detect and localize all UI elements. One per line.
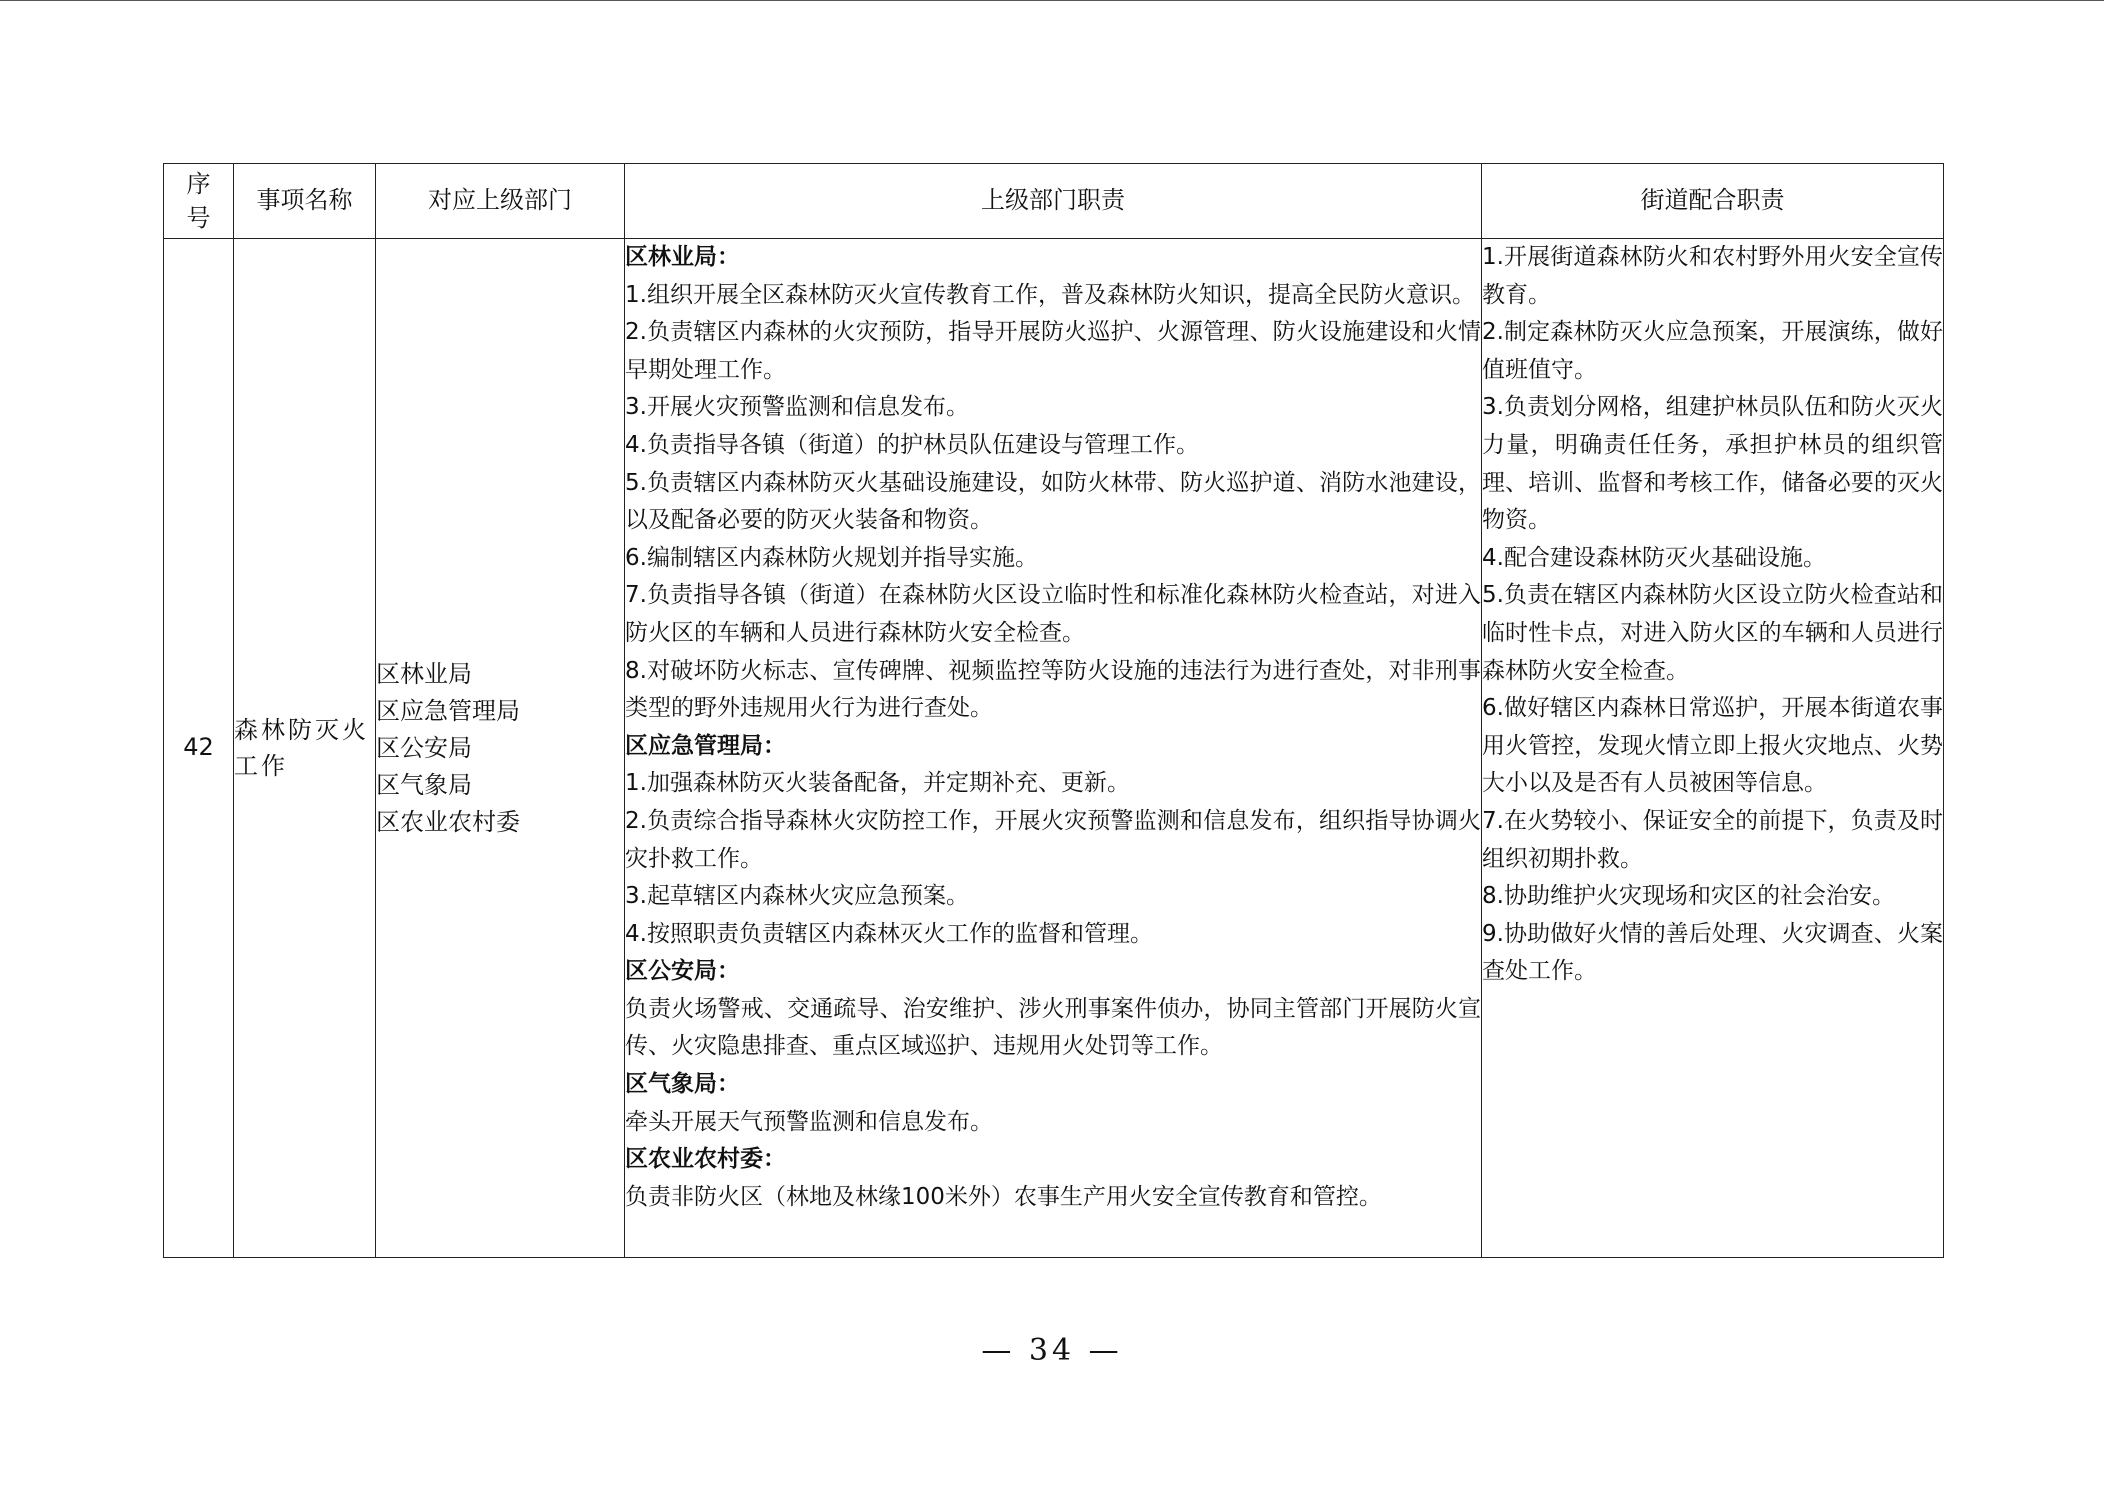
- street-duty-item: 9.协助做好火情的善后处理、火灾调查、火案查处工作。: [1482, 920, 1943, 985]
- department-list: [376, 239, 625, 1258]
- duty-section-heading: 区公安局：: [625, 958, 740, 985]
- street-duty-item: 7.在火势较小、保证安全的前提下，负责及时组织初期扑救。: [1482, 807, 1943, 872]
- header-upper-duties: 上级部门职责: [625, 164, 1482, 239]
- duty-item: 7.负责指导各镇（街道）在森林防火区设立临时性和标准化森林防火检查站，对进入防火区的车辆和人员进行森林防火安全检查。: [625, 582, 1481, 646]
- duty-item: 负责火场警戒、交通疏导、治安维护、涉火刑事案件侦办，协同主管部门开展防火宣传、火灾隐患排查、重点区域巡护、违规用火处罚等工作。: [625, 995, 1481, 1060]
- duty-section-heading: 区应急管理局：: [625, 732, 786, 759]
- duty-item: 4.按照职责负责辖区内森林灭火工作的监督和管理。: [625, 920, 1153, 947]
- department-item: 区农业农村委: [376, 807, 520, 836]
- street-duty-item: 5.负责在辖区内森林防火区设立防火检查站和临时性卡点，对进入防火区的车辆和人员进行森林防火安全检查。: [1482, 582, 1943, 684]
- department-item: 区气象局: [376, 770, 472, 799]
- street-duty-item: 6.做好辖区内森林日常巡护，开展本街道农事用火管控，发现火情立即上报火灾地点、火势大小以及是否有人员被困等信息。: [1482, 695, 1943, 797]
- row-number: 42: [164, 239, 234, 1258]
- page-top-border: [0, 0, 2104, 1]
- duty-item: 1.加强森林防灭火装备配备，并定期补充、更新。: [625, 770, 1130, 797]
- header-upper-department: 对应上级部门: [376, 164, 625, 239]
- header-row: [164, 164, 1944, 239]
- street-duty-item: 2.制定森林防灭火应急预案，开展演练，做好值班值守。: [1482, 319, 1943, 383]
- street-duty-item: 1.开展街道森林防火和农村野外用火安全宣传教育。: [1482, 244, 1943, 308]
- department-item: 区林业局: [376, 659, 472, 688]
- street-duties-cell: [1482, 239, 1944, 1258]
- duty-item: 6.编制辖区内森林防火规划并指导实施。: [625, 544, 1038, 571]
- duty-item: 3.开展火灾预警监测和信息发布。: [625, 394, 969, 421]
- duty-section-heading: 区农业农村委：: [625, 1146, 786, 1173]
- duty-item: 5.负责辖区内森林防灭火基础设施建设，如防火林带、防火巡护道、消防水池建设，以及配备必要的防灭火装备和物资。: [625, 469, 1481, 534]
- department-item: 区应急管理局: [376, 696, 520, 725]
- street-duty-item: 8.协助维护火灾现场和灾区的社会治安。: [1482, 883, 1895, 910]
- header-no: [164, 164, 234, 239]
- header-item-name: 事项名称: [234, 164, 376, 239]
- department-item: 区公安局: [376, 733, 472, 762]
- street-duty-item: 4.配合建设森林防灭火基础设施。: [1482, 544, 1826, 571]
- duty-item: 4.负责指导各镇（街道）的护林员队伍建设与管理工作。: [625, 431, 1199, 458]
- duty-item: 1.组织开展全区森林防灭火宣传教育工作，普及森林防火知识，提高全民防火意识。: [625, 281, 1475, 308]
- duty-section-heading: 区林业局：: [625, 244, 740, 270]
- item-name: 森林防灭火工作: [234, 239, 376, 1258]
- table-row: [164, 239, 1944, 1258]
- upper-duties-cell: [625, 239, 1482, 1258]
- duty-item: 8.对破坏防火标志、宣传碑牌、视频监控等防火设施的违法行为进行查处，对非刑事类型的野外违规用火行为进行查处。: [625, 657, 1481, 722]
- street-duty-item: 3.负责划分网格，组建护林员队伍和防火灭火力量，明确责任任务，承担护林员的组织管理、培训、监督和考核工作，储备必要的灭火物资。: [1482, 394, 1943, 534]
- duty-item: 3.起草辖区内森林火灾应急预案。: [625, 883, 969, 910]
- duty-item: 负责非防火区（林地及林缘100米外）农事生产用火安全宣传教育和管控。: [625, 1183, 1382, 1210]
- duty-item: 2.负责综合指导森林火灾防控工作，开展火灾预警监测和信息发布，组织指导协调火灾扑救工作。: [625, 807, 1481, 872]
- duty-item: 牵头开展天气预警监测和信息发布。: [625, 1108, 993, 1135]
- page-number: — 34 —: [981, 1333, 1123, 1368]
- duty-section-heading: 区气象局：: [625, 1071, 740, 1098]
- duty-table: [163, 163, 1944, 1258]
- header-street-duties: 街道配合职责: [1482, 164, 1944, 239]
- header-no-label: 序号: [186, 170, 211, 232]
- duty-item: 2.负责辖区内森林的火灾预防，指导开展防火巡护、火源管理、防火设施建设和火情早期处理工作。: [625, 319, 1481, 383]
